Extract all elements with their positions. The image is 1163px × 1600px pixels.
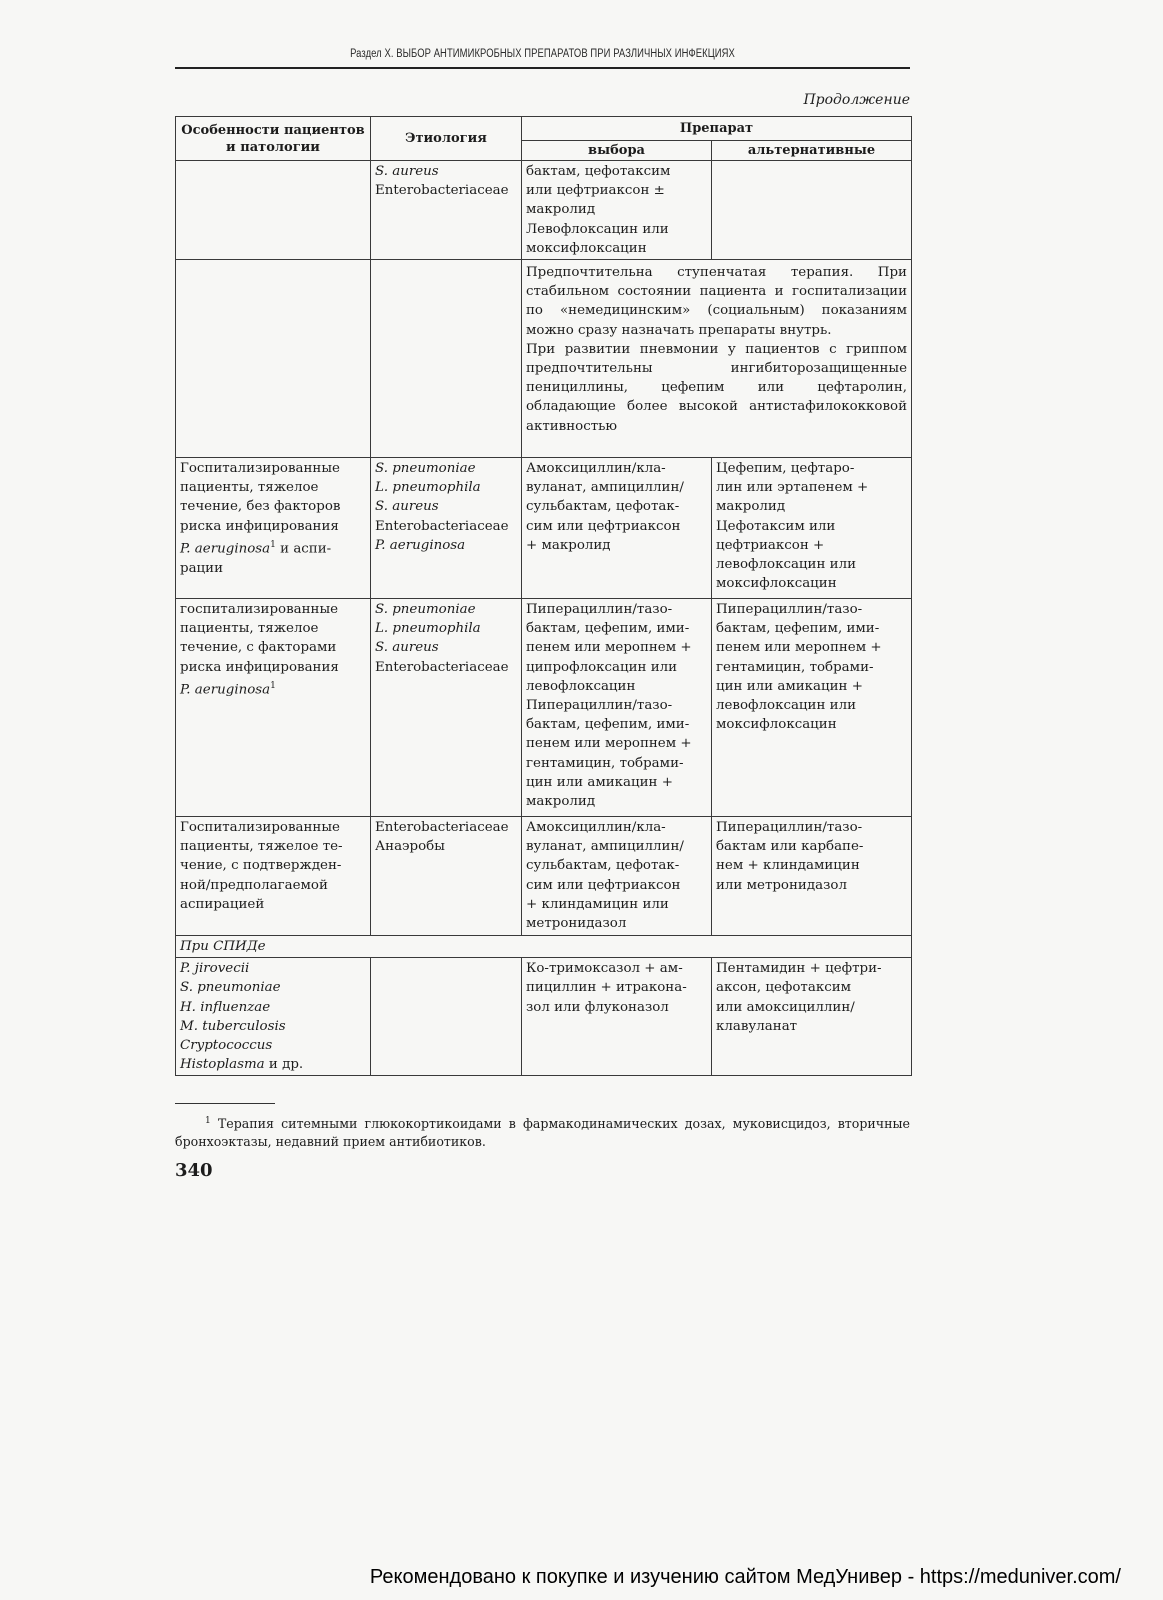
text-line: цин или амикацин + [716,678,863,694]
text-line: пициллин + итракона- [526,980,687,996]
text-line: макролид [526,794,596,810]
table-row [176,599,912,817]
header-patients: Особенности пациентов и патологии [176,117,371,161]
text-line: цефтриаксон + [716,537,825,553]
pathogen: Histoplasma [180,1057,265,1073]
text-line: пациенты, тяжелое те- [180,839,343,855]
text-line: Пиперациллин/тазо- [526,602,673,618]
text-line: лин или эртапенем + [716,480,869,496]
text-line: макролид [716,499,786,515]
table-row [176,817,912,936]
cell-etiology [371,817,522,936]
pathogen: Enterobacteriaceae [375,659,509,675]
cell-etiology [371,958,522,1076]
text-line: цин или амикацин + [526,774,673,790]
cell-patients [176,260,371,458]
text-line: риска инфицирования [180,659,339,675]
page-number: 340 [175,1160,213,1181]
pathogen: S. aureus [375,164,439,179]
text-line [180,536,366,559]
text-line: Амоксициллин/кла- [526,820,666,836]
table-row [176,458,912,599]
text-line: вуланат, ампициллин/ [526,480,684,496]
text-line: чение, с подтвержден- [180,858,342,874]
text-line: Пиперациллин/тазо- [716,820,863,836]
header-row-1 [176,117,912,141]
cell-patients [176,958,371,1076]
pathogen: M. tuberculosis [180,1018,286,1034]
pathogen: S. pneumoniae [180,980,281,996]
text-line: бактам, цефепим, ими- [526,717,690,733]
cell-patients [176,458,371,599]
pathogen: S. aureus [375,640,439,656]
text-line: аспирацией [180,896,265,912]
text-line: нем + клиндамицин [716,858,860,874]
text-line: сульбактам, цефотак- [526,858,680,874]
cell-alternative [712,958,912,1076]
text-line: бактам, цефепим, ими- [716,621,880,637]
table-row [176,958,912,1076]
pathogen: Cryptococcus [180,1038,273,1054]
text-line: госпитализированные [180,602,339,618]
text-line: пенем или меропнем + [716,640,882,656]
text-line: Левофлоксацин или [526,221,669,237]
text-line: течение, без факторов [180,499,341,515]
cell-patients [176,599,371,817]
pathogen: L. pneumophila [375,621,481,637]
text-line: левофлоксацин [526,678,636,694]
text-line: или амоксициллин/ [716,999,855,1015]
text-line: Пиперациллин/тазо- [716,602,863,618]
continuation-label: Продолжение [803,92,910,108]
text-line: Госпитализированные [180,820,340,836]
section-heading: При СПИДе [176,936,912,958]
text-line: гентамицин, тобрами- [716,659,874,675]
text-line: сульбактам, цефотак- [526,499,680,515]
text-line: ципрофлоксацин или [526,659,678,675]
text-line: Цефотаксим или [716,518,836,534]
text-line: пациенты, тяжелое [180,480,319,496]
pathogen: S. pneumoniae [375,461,476,477]
pathogen: P. aeruginosa [375,537,466,553]
text-line: рации [180,560,224,576]
text-line: левофлоксацин или [716,698,857,714]
text-fragment: и др. [264,1057,304,1073]
table-row [176,260,912,458]
section-row [176,936,912,958]
header-etiology: Этиология [371,117,522,161]
text-line: моксифлоксацин [526,240,647,256]
text-line [180,677,366,700]
cell-patients [176,161,371,260]
footnote-ref: 1 [270,539,276,550]
cell-choice [522,958,712,1076]
text-line: макролид [526,202,596,218]
running-head: Раздел X. ВЫБОР АНТИМИКРОБНЫХ ПРЕПАРАТОВ ПРИ РАЗЛИЧНЫХ ИНФЕКЦИЯХ [350,48,735,60]
cell-note [522,260,912,458]
pathogen: P. aeruginosa [180,682,271,698]
text-line: Госпитализированные [180,461,340,477]
text-line: + клиндамицин или [526,896,669,912]
note-paragraph: Предпочтительна ступенчатая терапия. При стабильном состоянии пациента и госпитализации по «немедицинским» (социальным) показаниям можно сразу назначать препараты внутрь. [526,265,907,338]
text-line: зол или флуконазол [526,999,669,1015]
text-line: пенем или меропнем + [526,736,692,752]
text-line: + макролид [526,537,611,553]
table-row [176,161,912,260]
cell-etiology [371,260,522,458]
note-paragraph: При развитии пневмонии у пациентов с гриппом предпочтительны ингибиторозащищенные пенициллины, цефепим или цефтаролин, обладающие более высокой антистафилококковой активностью [526,341,907,434]
cell-etiology [371,599,522,817]
pathogen: Enterobacteriaceae [375,518,509,534]
text-line: бактам, цефепим, ими- [526,621,690,637]
text-line: или метронидазол [716,877,847,893]
cell-choice [522,817,712,936]
text-line: сим или цефтриаксон [526,518,681,534]
cell-alternative [712,161,912,260]
cell-alternative [712,817,912,936]
cell-choice [522,458,712,599]
pathogen: Анаэробы [375,839,445,855]
text-line: Пиперациллин/тазо- [526,698,673,714]
cell-patients [176,817,371,936]
header-alternative: альтернативные [712,141,912,161]
pathogen: P. jirovecii [180,961,250,977]
footnote-ref: 1 [270,680,276,691]
text-line: моксифлоксацин [716,717,837,733]
pathogen: H. influenzae [180,999,271,1015]
cell-alternative [712,458,912,599]
pathogen: Enterobacteriaceae [375,183,509,199]
text-line: пациенты, тяжелое [180,621,319,637]
text-line: вуланат, ампициллин/ [526,839,684,855]
pathogen: P. aeruginosa [180,541,271,557]
cell-choice [522,161,712,260]
cell-choice [522,599,712,817]
text-line: Ко-тримоксазол + ам- [526,961,683,977]
text-line: Пентамидин + цефтри- [716,961,882,977]
cell-etiology [371,458,522,599]
text-line: моксифлоксацин [716,576,837,592]
pathogen: S. pneumoniae [375,602,476,618]
cell-alternative [712,599,912,817]
text-line: бактам или карбапе- [716,839,864,855]
text-line: метронидазол [526,916,627,932]
pathogen: L. pneumophila [375,480,481,496]
header-choice: выбора [522,141,712,161]
text-line: течение, с факторами [180,640,337,656]
text-line: или цефтриаксон ± [526,183,665,199]
pathogen: Enterobacteriaceae [375,820,509,836]
footnote-rule [175,1103,275,1104]
text-fragment: и аспи- [275,541,332,557]
pathogen: S. aureus [375,499,439,515]
cell-etiology [371,161,522,260]
text-line: Цефепим, цефтаро- [716,461,855,477]
footnote-marker: 1 [205,1116,211,1126]
text-line: левофлоксацин или [716,557,857,573]
text-line: пенем или меропнем + [526,640,692,656]
text-line: риска инфицирования [180,518,339,534]
text-line: аксон, цефотаксим [716,980,852,996]
antibiotic-table [175,116,912,1076]
text-line [180,1055,366,1074]
text-line: клавуланат [716,1018,798,1034]
text-line: гентамицин, тобрами- [526,755,684,771]
footnote-text: Терапия ситемными глюкокортикоидами в фармакодинамических дозах, муковисцидоз, вторичные бронхоэктазы, недавний прием антибиотиков. [175,1116,910,1150]
text-line: сим или цефтриаксон [526,877,681,893]
header-rule [175,67,910,69]
text-line: Амоксициллин/кла- [526,461,666,477]
recommendation-link[interactable]: Рекомендовано к покупке и изучению сайтом МедУнивер - https://meduniver.com/ [369,1566,1121,1588]
footnote [175,1112,910,1151]
text-line: ной/предполагаемой [180,877,328,893]
header-drug: Препарат [522,117,912,141]
text-line: бактам, цефотаксим [526,164,671,179]
